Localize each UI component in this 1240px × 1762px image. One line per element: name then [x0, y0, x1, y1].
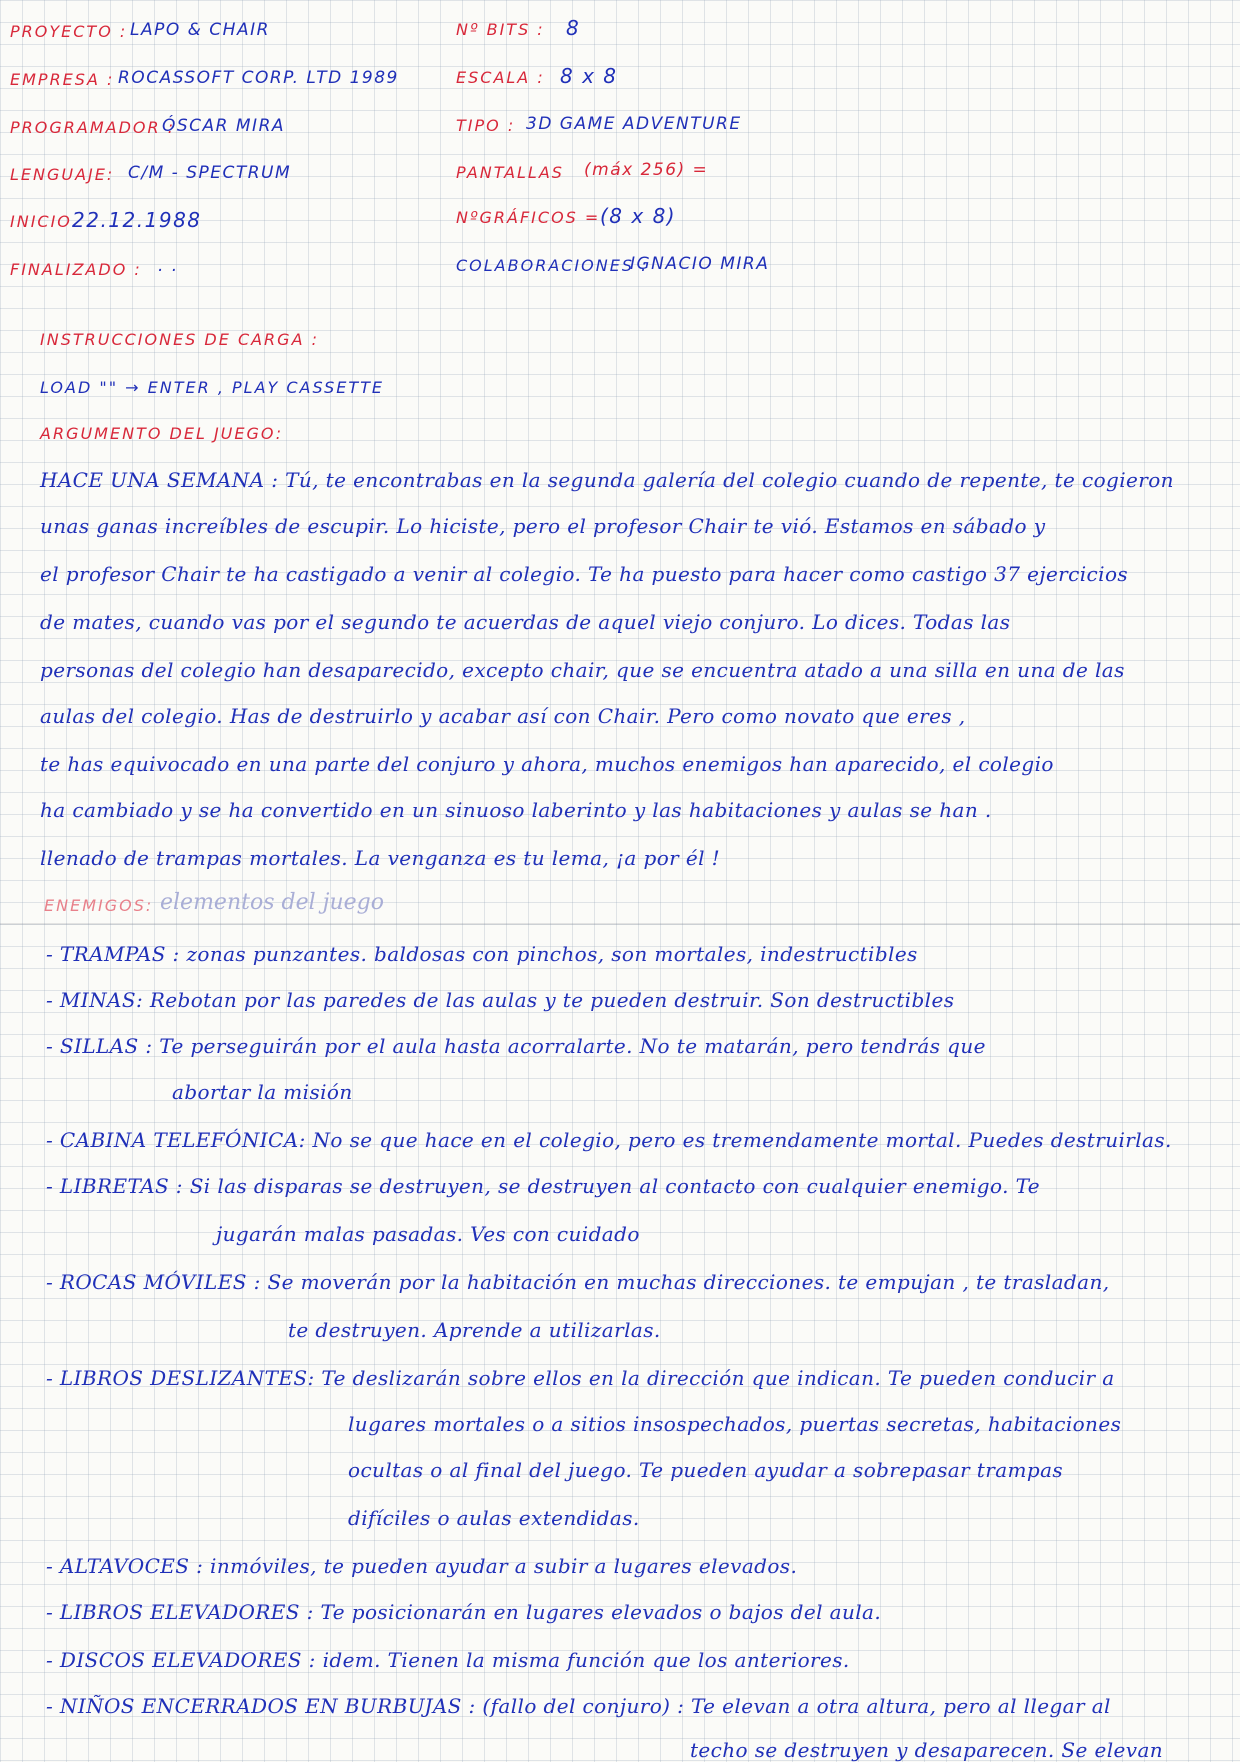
label-colaboraciones: COLABORACIONES : — [456, 256, 649, 275]
enemigo-item: - SILLAS : Te perseguirán por el aula hasta acorralarte. No te matarán, pero tendrás que — [46, 1034, 986, 1058]
carga-title: INSTRUCCIONES DE CARGA : — [40, 330, 319, 349]
label-proyecto: PROYECTO : — [10, 22, 128, 41]
argumento-line: de mates, cuando vas por el segundo te acuerdas de aquel viejo conjuro. Lo dices. Todas las — [40, 610, 1011, 634]
value-empresa: ROCASSOFT CORP. LTD 1989 — [118, 68, 399, 88]
value-tipo: 3D GAME ADVENTURE — [526, 114, 742, 134]
enemigo-item-cont: lugares mortales o a sitios insospechados, puertas secretas, habitaciones — [348, 1412, 1122, 1436]
label-finalizado: FINALIZADO : — [10, 260, 142, 279]
label-inicio: INICIO — [10, 212, 72, 231]
enemigo-item: - CABINA TELEFÓNICA: No se que hace en el colegio, pero es tremendamente mortal. Puedes destruirlas. — [46, 1128, 1172, 1152]
value-ngraficos: (8 x 8) — [600, 204, 677, 228]
argumento-line: HACE UNA SEMANA : Tú, te encontrabas en la segunda galería del colegio cuando de repente, te cogieron — [40, 468, 1174, 492]
page-fold — [0, 923, 1240, 925]
enemigo-item: - MINAS: Rebotan por las paredes de las aulas y te pueden destruir. Son destructibles — [46, 988, 955, 1012]
argumento-title: ARGUMENTO DEL JUEGO: — [40, 424, 284, 443]
value-finalizado: . . — [158, 256, 179, 276]
value-nbits: 8 — [566, 16, 581, 40]
value-pantallas: (máx 256) = — [584, 160, 709, 180]
label-programador: PROGRAMADOR : — [10, 118, 176, 137]
argumento-line: aulas del colegio. Has de destruirlo y acabar así con Chair. Pero como novato que eres , — [40, 704, 966, 728]
label-pantallas: PANTALLAS — [456, 163, 564, 182]
argumento-line: personas del colegio han desaparecido, excepto chair, que se encuentra atado a una silla en una de las — [40, 658, 1125, 682]
enemigos-subtitle: elementos del juego — [160, 890, 384, 915]
label-lenguaje: LENGUAJE: — [10, 165, 115, 184]
argumento-line: el profesor Chair te ha castigado a venir al colegio. Te ha puesto para hacer como castigo 37 ejercicios — [40, 562, 1129, 586]
enemigo-item: - ALTAVOCES : inmóviles, te pueden ayudar a subir a lugares elevados. — [46, 1554, 798, 1578]
enemigo-item: - NIÑOS ENCERRADOS EN BURBUJAS : (fallo del conjuro) : Te elevan a otra altura, pero al llegar al — [46, 1694, 1111, 1718]
argumento-line: ha cambiado y se ha convertido en un sinuoso laberinto y las habitaciones y aulas se han . — [40, 798, 992, 822]
argumento-line: llenado de trampas mortales. La venganza es tu lema, ¡a por él ! — [40, 846, 721, 870]
enemigo-item: - LIBROS DESLIZANTES: Te deslizarán sobre ellos en la dirección que indican. Te pueden conducir a — [46, 1366, 1115, 1390]
value-colaboraciones: IGNACIO MIRA — [630, 254, 770, 274]
enemigo-item: - DISCOS ELEVADORES : idem. Tienen la misma función que los anteriores. — [46, 1648, 850, 1672]
enemigos-title: ENEMIGOS: — [44, 896, 154, 915]
enemigo-item-cont: jugarán malas pasadas. Ves con cuidado — [216, 1222, 640, 1246]
carga-line: LOAD "" → ENTER , PLAY CASSETTE — [40, 378, 384, 397]
enemigo-item: - ROCAS MÓVILES : Se moverán por la habitación en muchas direcciones. te empujan , te trasladan, — [46, 1270, 1110, 1294]
enemigo-item-cont: difíciles o aulas extendidas. — [348, 1506, 640, 1530]
enemigo-item-cont: te destruyen. Aprende a utilizarlas. — [288, 1318, 661, 1342]
argumento-line: te has equivocado en una parte del conjuro y ahora, muchos enemigos han aparecido, el colegio — [40, 752, 1054, 776]
label-empresa: EMPRESA : — [10, 70, 115, 89]
value-programador: ÓSCAR MIRA — [162, 116, 286, 136]
enemigo-item-cont: ocultas o al final del juego. Te pueden ayudar a sobrepasar trampas — [348, 1458, 1064, 1482]
enemigo-item: - LIBROS ELEVADORES : Te posicionarán en lugares elevados o bajos del aula. — [46, 1600, 882, 1624]
enemigo-item: - LIBRETAS : Si las disparas se destruyen, se destruyen al contacto con cualquier enemigo. Te — [46, 1174, 1041, 1198]
value-lenguaje: C/M - SPECTRUM — [128, 163, 292, 183]
argumento-line: unas ganas increíbles de escupir. Lo hiciste, pero el profesor Chair te vió. Estamos en sábado y — [40, 514, 1046, 538]
value-proyecto: LAPO & CHAIR — [130, 20, 270, 40]
label-escala: ESCALA : — [456, 68, 545, 87]
label-tipo: TIPO : — [456, 116, 516, 135]
label-nbits: Nº BITS : — [456, 20, 545, 39]
value-inicio: 22.12.1988 — [72, 208, 202, 232]
label-ngraficos: NºGRÁFICOS = — [456, 208, 601, 227]
value-escala: 8 x 8 — [560, 64, 618, 88]
enemigo-item: - TRAMPAS : zonas punzantes. baldosas con pinchos, son mortales, indestructibles — [46, 942, 918, 966]
enemigo-item-cont: abortar la misión — [172, 1080, 353, 1104]
enemigo-item-cont: techo se destruyen y desaparecen. Se elevan — [690, 1738, 1164, 1762]
